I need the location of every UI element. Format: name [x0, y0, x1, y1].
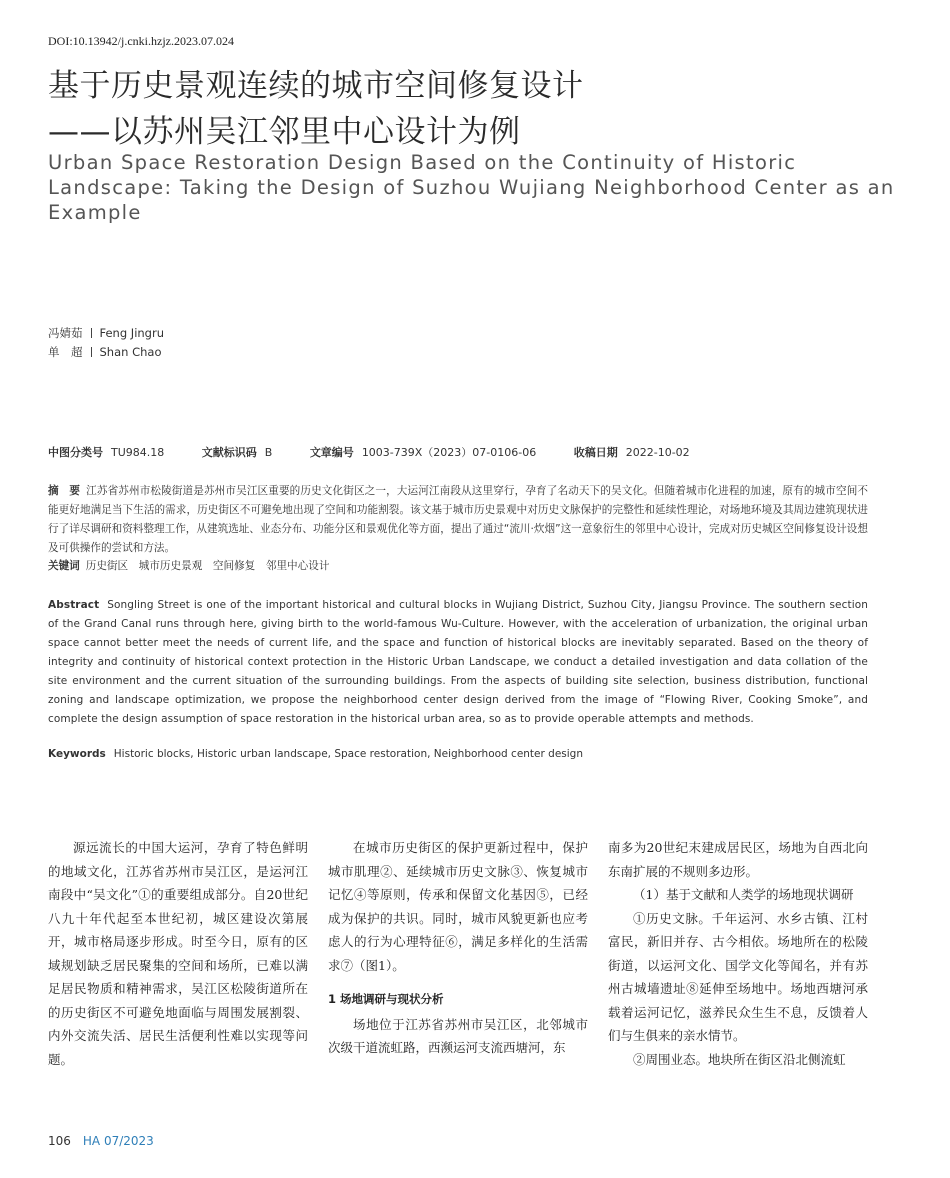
clc-value: TU984.18: [111, 446, 165, 459]
journal-issue: HA 07/2023: [82, 1134, 154, 1148]
keywords-zh-text: 历史街区 城市历史景观 空间修复 邻里中心设计: [85, 560, 330, 572]
section-heading: 1 场地调研与现状分析: [328, 992, 444, 1006]
author-name-en: Shan Chao: [99, 345, 162, 359]
article-meta: [48, 444, 724, 460]
author-name-en: Feng Jingru: [99, 326, 164, 340]
abstract-en: [48, 596, 868, 729]
title-zh-line1: 基于历史景观连续的城市空间修复设计: [48, 68, 584, 104]
abstract-en-label: Abstract: [48, 599, 100, 611]
subsection-heading: （1）基于文献和人类学的场地现状调研: [633, 887, 854, 902]
body-column-3: [608, 836, 868, 1071]
title-en: Urban Space Restoration Design Based on the Continuity of Historic Landscape: Taking the Design of Suzhou Wujiang Neighborhood Center as an Example: [48, 151, 895, 224]
page-footer: [48, 1134, 154, 1148]
body-column-1: [48, 836, 308, 1071]
keywords-en-label: Keywords: [48, 748, 106, 760]
abstract-en-text: Songling Street is one of the important historical and cultural blocks in Wujiang District, Suzhou City, Jiangsu Province. The southern section of the Grand Canal runs through here, giving birth to the world-famous Wu-Culture. However, with the acceleration of urbanization, the original urban space cannot better meet the needs of current life, and the space and function of historical blocks are inevitably separated. Based on the theory of integrity and continuity of historical context protection in the Historic Urban Landscape, we conduct a detailed investigation and data collation of the site environment and the current situation of the surrounding buildings. From the aspects of building site selection, business distribution, functional zoning and landscape optimization, we propose the neighborhood center design derived from the image of “Flowing River, Cooking Smoke”, and complete the design assumption of space restoration in the historical urban area, so as to provide operable attempts and methods.: [48, 599, 868, 725]
paragraph: 场地位于江苏省苏州市吴江区，北邻城市次级干道流虹路，西濒运河支流西塘河，东: [328, 1016, 588, 1055]
keywords-en: [48, 748, 583, 760]
author-separator: [91, 328, 92, 338]
paragraph: 在城市历史街区的保护更新过程中，保护城市肌理②、延续城市历史文脉③、恢复城市记忆④等原则，传承和保留文化基因⑤，已经成为保护的共识。同时，城市风貌更新也应考虑人的行为心理特征⑥，满足多样化的生活需求⑦（图1）。: [328, 840, 588, 973]
paragraph: 南多为20世纪末建成居民区，场地为自西北向东南扩展的不规则多边形。: [608, 840, 868, 879]
author-separator: [91, 347, 92, 357]
abstract-zh-text: 江苏省苏州市松陵街道是苏州市吴江区重要的历史文化街区之一，大运河江南段从这里穿行，孕育了名动天下的吴文化。但随着城市化进程的加速，原有的城市空间不能更好地满足当下生活的需求，历史街区不可避免地出现了空间和功能割裂。该文基于城市历史景观中对历史文脉保护的完整性和延续性理论，对场地环境及其周边建筑现状进行了详尽调研和资料整理工作，从建筑选址、业态分布、功能分区和景观优化等方面，提出了通过“流川·炊烟”这一意象衍生的邻里中心设计，完成对历史城区空间修复设计设想及可供操作的尝试和方法。: [48, 485, 868, 554]
paragraph: ②周围业态。地块所在街区沿北侧流虹: [633, 1051, 846, 1067]
received-date-label: 收稿日期: [573, 446, 618, 459]
article-number-value: 1003-739X（2023）07-0106-06: [361, 446, 537, 459]
keywords-en-text: Historic blocks, Historic urban landscape, Space restoration, Neighborhood center design: [113, 748, 583, 760]
received-date-value: 2022-10-02: [625, 446, 690, 459]
keywords-zh-label: 关键词: [48, 560, 80, 572]
doc-code-label: 文献标识码: [201, 446, 257, 459]
author-name-zh: 冯婧茹: [48, 326, 83, 340]
paragraph: ①历史文脉。千年运河、水乡古镇、江村富民，新旧并存、古今相依。场地所在的松陵街道，以运河文化、国学文化等闻名，并有苏州古城墙遗址⑧延伸至场地中。场地西塘河承载着运河记忆，滋养民众生生不息，反馈着人们与生俱来的亲水情节。: [608, 910, 868, 1043]
abstract-zh-label: 摘 要: [48, 485, 81, 497]
keywords-zh: [48, 558, 329, 573]
article-number-label: 文章编号: [309, 446, 354, 459]
title-zh-line2: ——以苏州吴江邻里中心设计为例: [48, 114, 521, 150]
paragraph: 源远流长的中国大运河，孕育了特色鲜明的地域文化，江苏省苏州市吴江区，是运河江南段中“吴文化”①的重要组成部分。自20世纪八九十年代起至本世纪初，城区建设次第展开，城市格局逐步形成。时至今日，原有的区域规划缺乏居民聚集的空间和场所，已难以满足居民物质和精神需求，吴江区松陵街道所在的历史街区不可避免地面临与周围发展割裂、内外交流失活、居民生活便利性难以实现等问题。: [48, 840, 308, 1067]
author-2: [48, 344, 161, 360]
abstract-zh: [48, 482, 868, 558]
clc-label: 中图分类号: [48, 446, 103, 459]
page-number: 106: [48, 1134, 71, 1148]
author-1: [48, 325, 164, 341]
body-column-2: [328, 836, 588, 1060]
doc-code-value: B: [264, 446, 273, 459]
author-name-zh: 单 超: [48, 345, 83, 359]
doi: DOI:10.13942/j.cnki.hzjz.2023.07.024: [48, 34, 234, 48]
